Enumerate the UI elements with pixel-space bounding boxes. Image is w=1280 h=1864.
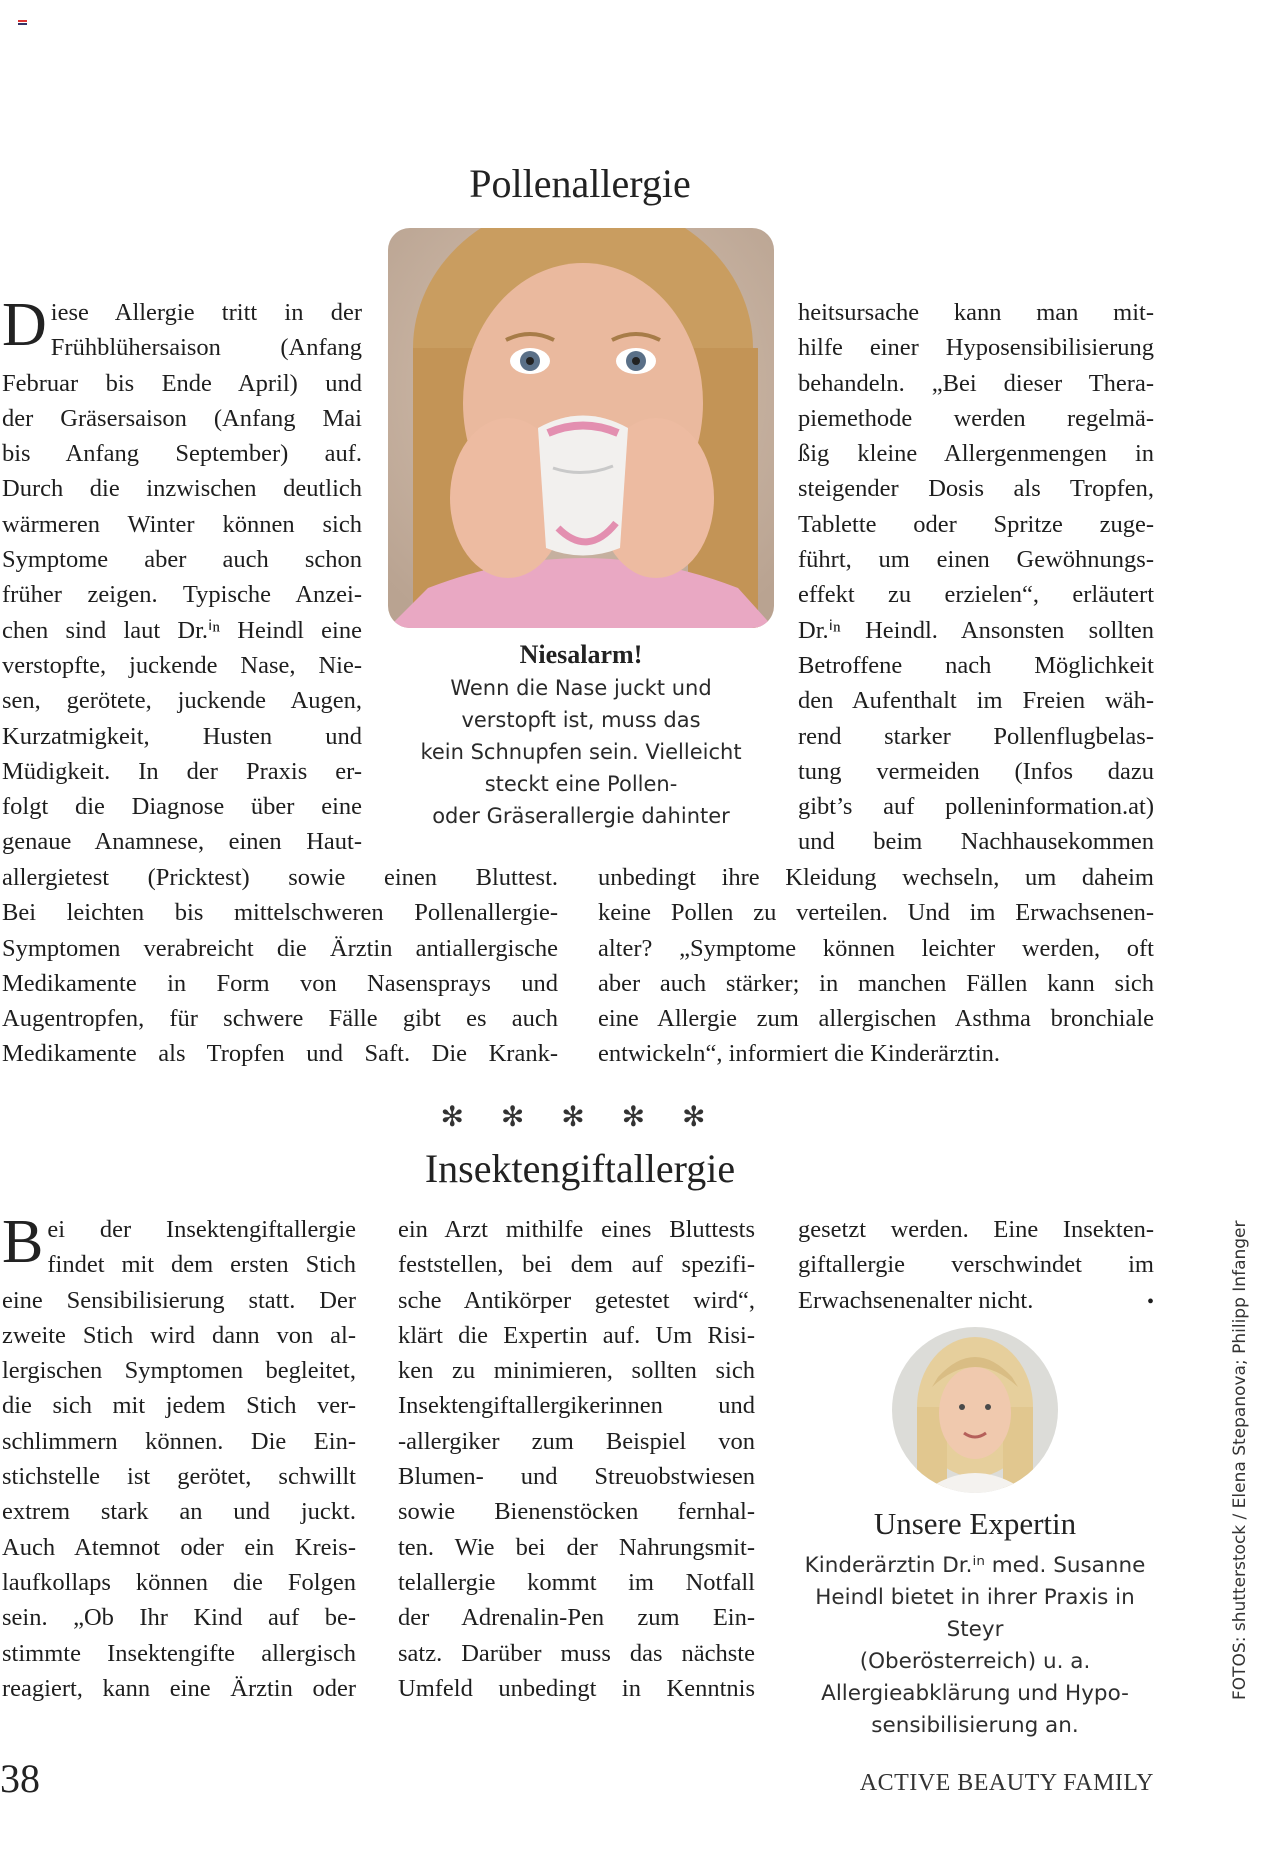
text-line: hilfe einer Hyposensibilisierung	[798, 334, 1154, 362]
text-line: der Adrenalin-Pen zum Ein-	[398, 1604, 755, 1632]
flag-mark	[18, 20, 27, 27]
text-line: steigender Dosis als Tropfen,	[798, 475, 1154, 503]
text-line: Durch die inzwischen deutlich	[2, 475, 362, 503]
section-title-pollenallergie: Pollenallergie	[469, 161, 691, 206]
pollen-column-left-wide	[2, 860, 558, 1072]
photo-credit: FOTOS: shutterstock / Elena Stepanova; Philipp Infanger	[1230, 1220, 1250, 1700]
text-line: sein. „Ob Ihr Kind auf be-	[2, 1604, 356, 1632]
text-line: rend starker Pollenflugbelas-	[798, 722, 1154, 750]
text-line: klärt die Expertin auf. Um Risi-	[398, 1321, 755, 1349]
text-line: Müdigkeit. In der Praxis er-	[2, 757, 362, 785]
text-line: Auch Atemnot oder ein Kreis-	[2, 1533, 356, 1561]
text-line: giftallergie verschwindet im	[798, 1251, 1154, 1279]
text-line: ken zu minimieren, sollten sich	[398, 1357, 755, 1385]
text-line: wärmeren Winter können sich	[2, 510, 362, 538]
text-line: feststellen, bei dem auf spezifi-	[398, 1251, 755, 1279]
text-line: Augentropfen, für schwere Fälle gibt es auch	[2, 1005, 558, 1033]
text-line: ßig kleine Allergenmengen in	[798, 440, 1154, 468]
text-line: führt, um einen Gewöhnungs-	[798, 546, 1154, 574]
expert-bio	[790, 1550, 1160, 1742]
text-line: extrem stark an und juckt.	[2, 1498, 356, 1526]
text-line: Frühblühersaison (Anfang	[50, 334, 362, 362]
text-line: Blumen- und Streuobstwiesen	[398, 1463, 755, 1491]
text-line: behandeln. „Bei dieser Thera-	[798, 369, 1154, 397]
text-line: iese Allergie tritt in der	[50, 299, 362, 326]
text-line: stichstelle ist gerötet, schwillt	[2, 1463, 356, 1491]
text-line: Betroffene nach Möglichkeit	[798, 651, 1154, 679]
text-line: Bei leichten bis mittelschweren Pollenallergie-	[2, 899, 558, 927]
expert-line: Heindl bietet in ihrer Praxis in Steyr	[815, 1585, 1135, 1642]
text-line: satz. Darüber muss das nächste	[398, 1639, 755, 1667]
text-line: sowie Bienenstöcken fernhal-	[398, 1498, 755, 1526]
text-line: laufkollaps können die Folgen	[2, 1568, 356, 1596]
text-line: tung vermeiden (Infos dazu	[798, 757, 1154, 785]
photo-caption-title: Niesalarm!	[519, 640, 643, 669]
text-line: Umfeld unbedingt in Kenntnis	[398, 1674, 755, 1702]
text-line: die sich mit jedem Stich ver-	[2, 1392, 356, 1420]
text-line: eine Allergie zum allergischen Asthma bronchiale	[598, 1005, 1154, 1033]
caption-line: steckt eine Pollen-	[484, 772, 678, 796]
text-line: genaue Anamnese, einen Haut-	[2, 828, 362, 856]
text-line: reagiert, kann eine Ärztin oder	[2, 1674, 356, 1702]
text-line: entwickeln“, informiert die Kinderärztin.	[598, 1040, 1001, 1068]
text-line: aber auch stärker; in manchen Fällen kann sich	[598, 969, 1154, 997]
expert-line: Allergieabklärung und Hypo-	[821, 1681, 1129, 1706]
text-line-content: Erwachsenenalter nicht.	[798, 1286, 1034, 1314]
text-line: Symptomen verabreicht die Ärztin antiallergische	[2, 934, 558, 962]
text-line: der Gräsersaison (Anfang Mai	[2, 404, 362, 432]
text-line	[798, 1283, 1154, 1318]
caption-line: verstopft ist, muss das	[461, 708, 701, 732]
text-line: folgt die Diagnose über eine	[2, 793, 362, 821]
end-mark: •	[1146, 1290, 1154, 1313]
dropcap: B	[2, 1208, 44, 1276]
text-line: gesetzt werden. Eine Insekten-	[798, 1216, 1154, 1243]
text-line: allergietest (Pricktest) sowie einen Bluttest.	[2, 864, 558, 891]
text-line: gibt’s auf polleninformation.at)	[798, 793, 1154, 821]
text-line: lergischen Symptomen begleitet,	[2, 1357, 356, 1385]
text-line: sen, gerötete, juckende Augen,	[2, 687, 362, 715]
text-line: Dr.ⁱⁿ Heindl. Ansonsten sollten	[798, 616, 1154, 644]
text-line: Medikamente in Form von Nasensprays und	[2, 969, 558, 997]
insect-column-2	[398, 1212, 755, 1706]
dropcap: D	[2, 291, 47, 359]
text-line: ten. Wie bei der Nahrungsmit-	[398, 1533, 755, 1561]
text-line: zweite Stich wird dann von al-	[2, 1321, 356, 1349]
photo-caption	[388, 672, 774, 832]
caption-line: Wenn die Nase juckt und	[450, 676, 712, 700]
section-divider: ✻ ✻ ✻ ✻ ✻	[440, 1100, 720, 1133]
text-line: findet mit dem ersten Stich	[47, 1251, 356, 1279]
page-number: 38	[0, 1756, 40, 1801]
child-photo	[388, 228, 774, 628]
text-line: heitsursache kann man mit-	[798, 299, 1154, 326]
pollen-column-right	[798, 295, 1154, 860]
text-line: ei der Insektengiftallergie	[47, 1216, 356, 1243]
text-line: chen sind laut Dr.ⁱⁿ Heindl eine	[2, 616, 362, 644]
text-line: Kurzatmigkeit, Husten und	[2, 722, 362, 750]
text-line: Februar bis Ende April) und	[2, 369, 362, 397]
text-line: ein Arzt mithilfe eines Bluttests	[398, 1216, 755, 1243]
expert-line: (Oberösterreich) u. a.	[859, 1649, 1091, 1674]
text-line: unbedingt ihre Kleidung wechseln, um daheim	[598, 864, 1154, 891]
magazine-footer: ACTIVE BEAUTY FAMILY	[859, 1770, 1154, 1796]
text-line: piemethode werden regelmä-	[798, 404, 1154, 432]
expert-portrait	[892, 1327, 1058, 1493]
expert-line: Kinderärztin Dr.ⁱⁿ med. Susanne	[804, 1553, 1146, 1578]
text-line: Symptome aber auch schon	[2, 546, 362, 574]
pollen-column-right-wide	[598, 860, 1154, 1072]
text-line: den Aufenthalt im Freien wäh-	[798, 687, 1154, 715]
text-line: keine Pollen zu verteilen. Und im Erwachsenen-	[598, 899, 1154, 927]
text-line: eine Sensibilisierung statt. Der	[2, 1286, 356, 1314]
text-line: Tablette oder Spritze zuge-	[798, 510, 1154, 538]
text-line: verstopfte, juckende Nase, Nie-	[2, 651, 362, 679]
expert-title: Unsere Expertin	[873, 1506, 1077, 1541]
pollen-column-left	[2, 291, 362, 860]
text-line: Insektengiftallergikerinnen und	[398, 1392, 755, 1420]
text-line: bis Anfang September) auf.	[2, 440, 362, 468]
text-line: stimmte Insektengifte allergisch	[2, 1639, 356, 1667]
section-title-insektengiftallergie: Insektengiftallergie	[424, 1146, 736, 1191]
insect-column-3	[798, 1212, 1154, 1320]
expert-line: sensibilisierung an.	[871, 1713, 1079, 1738]
text-line: alter? „Symptome können leichter werden, oft	[598, 934, 1154, 962]
text-line: sche Antikörper getestet wird“,	[398, 1286, 755, 1314]
caption-line: oder Gräserallergie dahinter	[432, 804, 730, 828]
text-line: telallergie kommt im Notfall	[398, 1568, 755, 1596]
insect-column-1	[2, 1208, 356, 1706]
text-line: -allergiker zum Beispiel von	[398, 1427, 755, 1455]
caption-line: kein Schnupfen sein. Vielleicht	[420, 740, 742, 764]
text-line: früher zeigen. Typische Anzei-	[2, 581, 362, 609]
text-line: schlimmern können. Die Ein-	[2, 1427, 356, 1455]
text-line: effekt zu erzielen“, erläutert	[798, 581, 1154, 609]
text-line: und beim Nachhausekommen	[798, 828, 1154, 856]
text-line: Medikamente als Tropfen und Saft. Die Krank-	[2, 1040, 558, 1068]
